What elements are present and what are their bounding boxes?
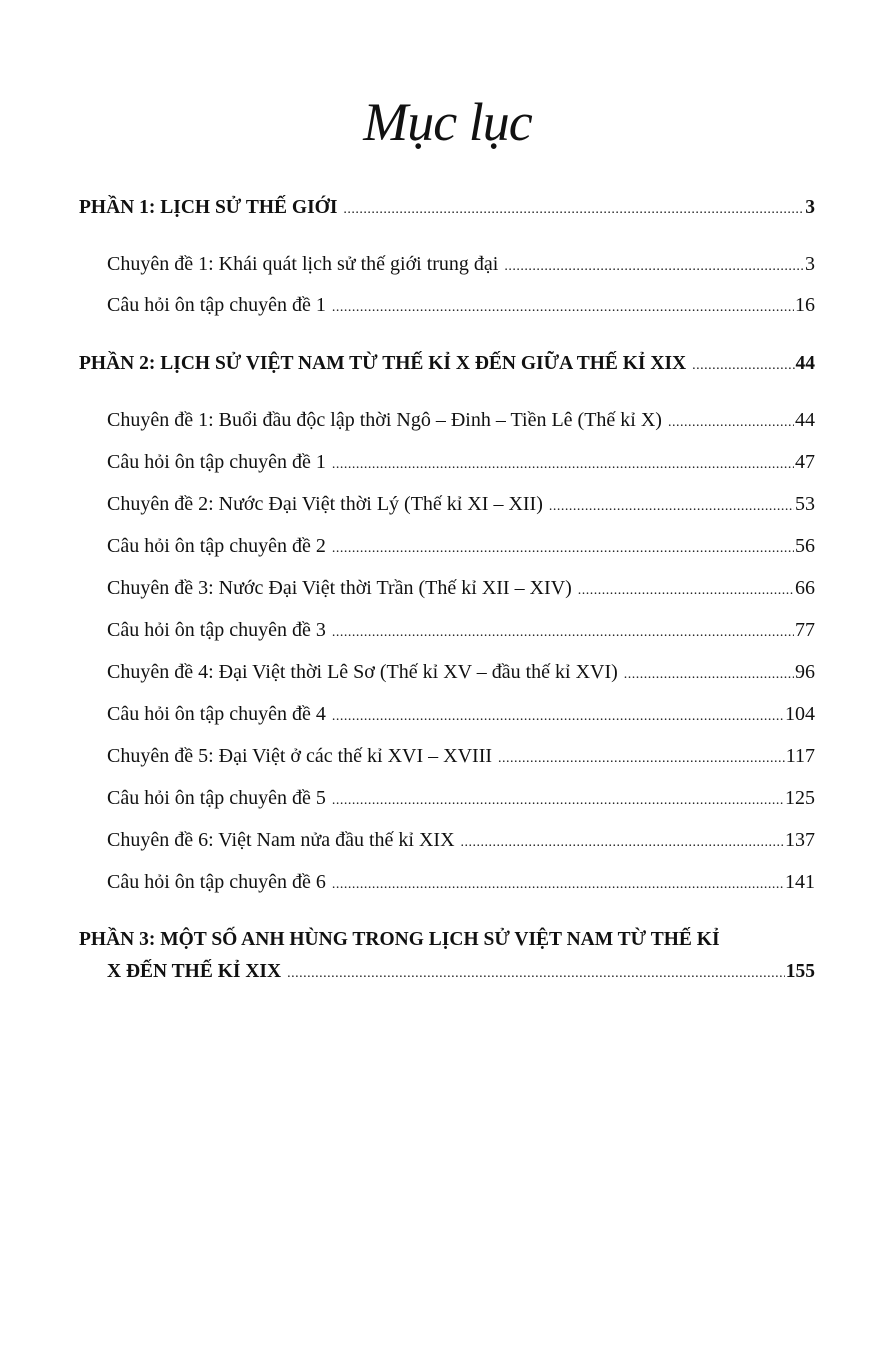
toc-page-number: 56 — [795, 535, 815, 557]
toc-page-number: 117 — [785, 745, 815, 767]
toc-entry[interactable] — [107, 406, 815, 437]
dot-leader — [332, 291, 794, 322]
toc-page-number: 3 — [805, 197, 815, 218]
dot-leader — [332, 532, 794, 563]
toc-entry[interactable] — [107, 868, 815, 899]
toc-part-title: PHẦN 1: LỊCH SỬ THẾ GIỚI — [79, 197, 338, 218]
toc-part-3-continued[interactable] — [107, 958, 815, 988]
toc-part-title-continued: X ĐẾN THẾ KỈ XIX — [107, 961, 282, 982]
toc-part-2[interactable] — [79, 350, 815, 380]
toc-entry-title: Câu hỏi ôn tập chuyên đề 2 — [107, 535, 326, 557]
toc-entry-title: Chuyên đề 3: Nước Đại Việt thời Trần (Thế kỉ XII – XIV) — [107, 577, 572, 599]
dot-leader — [498, 742, 785, 773]
dot-leader — [332, 868, 784, 899]
toc-entry[interactable] — [107, 574, 815, 605]
toc-entry-title: Câu hỏi ôn tập chuyên đề 4 — [107, 703, 326, 725]
toc-page-number: 44 — [795, 353, 815, 374]
toc-part-title: PHẦN 2: LỊCH SỬ VIỆT NAM TỪ THẾ KỈ X ĐẾN GIỮA THẾ KỈ XIX — [79, 353, 687, 374]
toc-entry[interactable] — [107, 784, 815, 815]
toc-entry[interactable] — [107, 742, 815, 773]
toc-entry-title: Chuyên đề 5: Đại Việt ở các thế kỉ XVI – XVIII — [107, 745, 493, 767]
toc-entry-title: Chuyên đề 1: Khái quát lịch sử thế giới trung đại — [107, 253, 499, 275]
toc-entry[interactable] — [107, 658, 815, 689]
dot-leader — [549, 490, 794, 521]
toc-page-number: 125 — [785, 787, 815, 809]
toc-page-number: 3 — [805, 253, 815, 275]
toc-entry-title: Câu hỏi ôn tập chuyên đề 1 — [107, 294, 326, 316]
toc-page-number: 77 — [795, 619, 815, 641]
toc-entry[interactable] — [107, 250, 815, 281]
toc-page-number: 66 — [795, 577, 815, 599]
dot-leader — [343, 194, 804, 224]
toc-entry[interactable] — [107, 291, 815, 322]
toc-entry-title: Câu hỏi ôn tập chuyên đề 5 — [107, 787, 326, 809]
toc-entry-title: Chuyên đề 6: Việt Nam nửa đầu thế kỉ XIX — [107, 829, 455, 851]
dot-leader — [332, 448, 794, 479]
dot-leader — [692, 350, 794, 380]
toc-entry[interactable] — [107, 700, 815, 731]
toc-page-number: 155 — [785, 961, 815, 982]
dot-leader — [332, 616, 794, 647]
toc-entry-title: Chuyên đề 1: Buổi đầu độc lập thời Ngô – Đinh – Tiền Lê (Thế kỉ X) — [107, 409, 662, 431]
dot-leader — [504, 250, 804, 281]
toc-entry-title: Câu hỏi ôn tập chuyên đề 1 — [107, 451, 326, 473]
toc-entry[interactable] — [107, 616, 815, 647]
dot-leader — [578, 574, 794, 605]
dot-leader — [461, 826, 784, 857]
toc-page-number: 137 — [785, 829, 815, 851]
toc-entry-title: Chuyên đề 4: Đại Việt thời Lê Sơ (Thế kỉ XV – đầu thế kỉ XVI) — [107, 661, 618, 683]
toc-part-title: PHẦN 3: MỘT SỐ ANH HÙNG TRONG LỊCH SỬ VIỆT NAM TỪ THẾ KỈ — [79, 929, 720, 950]
toc-page-number: 47 — [795, 451, 815, 473]
page-title: Mục lục — [363, 92, 532, 152]
dot-leader — [624, 658, 794, 689]
toc-page-number: 16 — [795, 294, 815, 316]
toc-entry[interactable] — [107, 826, 815, 857]
dot-leader — [332, 784, 784, 815]
dot-leader — [287, 958, 785, 988]
toc-entry-title: Câu hỏi ôn tập chuyên đề 6 — [107, 871, 326, 893]
toc-entry[interactable] — [107, 532, 815, 563]
dot-leader — [668, 406, 794, 437]
dot-leader — [332, 700, 784, 731]
toc-entry[interactable] — [107, 448, 815, 479]
toc-page-number: 141 — [785, 871, 815, 893]
toc-page-number: 96 — [795, 661, 815, 683]
toc-page-number: 53 — [795, 493, 815, 515]
toc-page-number: 104 — [785, 703, 815, 725]
toc-part-3[interactable] — [79, 926, 815, 954]
toc-part-1[interactable] — [79, 194, 815, 224]
toc-entry-title: Câu hỏi ôn tập chuyên đề 3 — [107, 619, 326, 641]
toc-entry-title: Chuyên đề 2: Nước Đại Việt thời Lý (Thế kỉ XI – XII) — [107, 493, 543, 515]
toc-entry[interactable] — [107, 490, 815, 521]
toc-page-number: 44 — [795, 409, 815, 431]
